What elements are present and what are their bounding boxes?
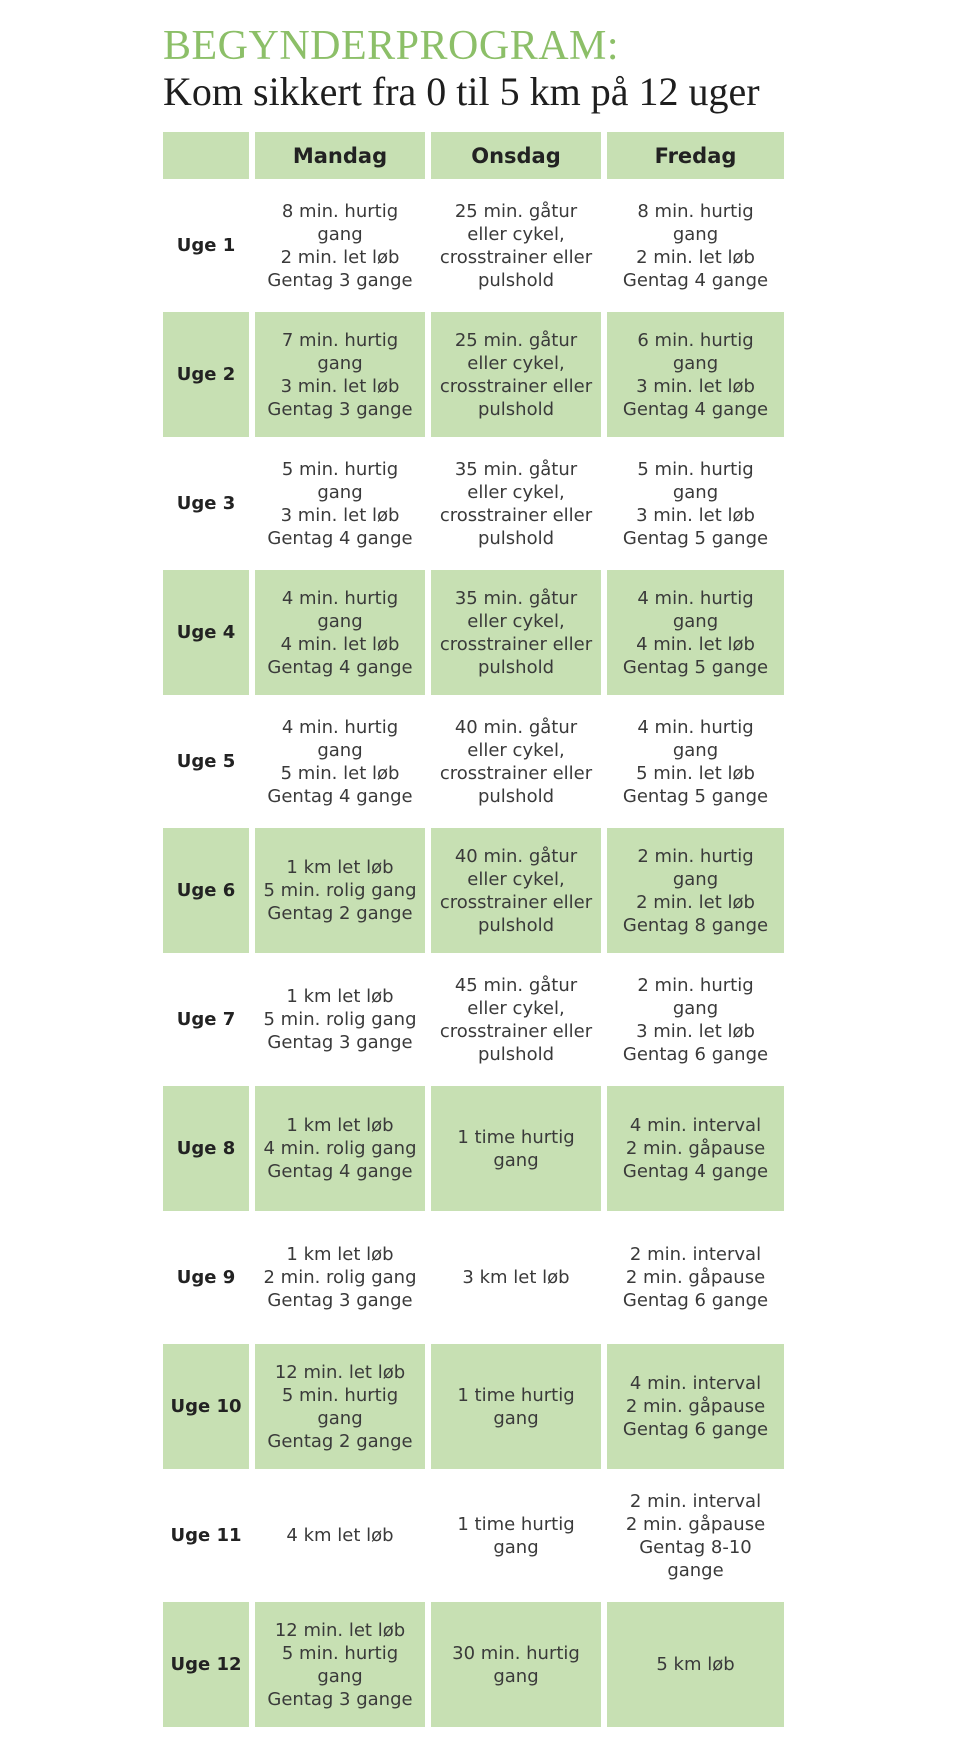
- week-4-fredag-cell: 4 min. hurtig gang 4 min. let løb Gentag 5 gange: [607, 570, 784, 695]
- week-label-10: Uge 10: [163, 1344, 249, 1469]
- week-11-fredag-cell: 2 min. interval 2 min. gåpause Gentag 8-10 gange: [625, 1490, 766, 1581]
- week-label-6: Uge 6: [163, 828, 249, 953]
- week-label-8: Uge 8: [163, 1086, 249, 1211]
- week-3-onsdag-cell: 35 min. gåtur eller cykel, crosstrainer eller pulshold: [439, 458, 593, 549]
- week-label-1: Uge 1: [176, 235, 236, 256]
- column-header-mandag: Mandag: [255, 132, 425, 179]
- week-6-fredag-cell: 2 min. hurtig gang 2 min. let løb Gentag 8 gange: [607, 828, 784, 953]
- week-10-fredag-cell: 4 min. interval 2 min. gåpause Gentag 6 gange: [607, 1344, 784, 1469]
- training-schedule-table: [163, 132, 790, 1727]
- week-7-mandag-cell: 1 km let løb 5 min. rolig gang Gentag 3 gange: [263, 986, 417, 1053]
- week-8-fredag-cell: 4 min. interval 2 min. gåpause Gentag 4 gange: [607, 1086, 784, 1211]
- page-subtitle: Kom sikkert fra 0 til 5 km på 12 uger: [163, 69, 760, 114]
- week-9-onsdag-cell: 3 km let løb: [462, 1267, 570, 1288]
- week-4-onsdag-cell: 35 min. gåtur eller cykel, crosstrainer eller pulshold: [431, 570, 601, 695]
- week-7-onsdag-cell: 45 min. gåtur eller cykel, crosstrainer eller pulshold: [439, 974, 593, 1065]
- week-1-fredag-cell: 8 min. hurtig gang 2 min. let løb Gentag 4 gange: [622, 200, 769, 291]
- week-label-4: Uge 4: [163, 570, 249, 695]
- week-8-onsdag-cell: 1 time hurtig gang: [431, 1086, 601, 1211]
- week-label-11: Uge 11: [170, 1525, 242, 1546]
- week-7-fredag-cell: 2 min. hurtig gang 3 min. let løb Gentag 6 gange: [622, 974, 769, 1065]
- page-title: BEGYNDERPROGRAM:: [163, 23, 620, 69]
- week-5-mandag-cell: 4 min. hurtig gang 5 min. let løb Gentag 4 gange: [267, 716, 413, 807]
- week-3-mandag-cell: 5 min. hurtig gang 3 min. let løb Gentag 4 gange: [267, 458, 413, 549]
- week-10-mandag-cell: 12 min. let løb 5 min. hurtig gang Gentag 2 gange: [255, 1344, 425, 1469]
- week-label-3: Uge 3: [176, 493, 236, 514]
- week-5-fredag-cell: 4 min. hurtig gang 5 min. let løb Gentag 5 gange: [622, 716, 769, 807]
- week-label-5: Uge 5: [176, 751, 236, 772]
- header-corner: [163, 132, 249, 179]
- week-9-mandag-cell: 1 km let løb 2 min. rolig gang Gentag 3 gange: [263, 1244, 417, 1311]
- week-6-onsdag-cell: 40 min. gåtur eller cykel, crosstrainer eller pulshold: [431, 828, 601, 953]
- week-label-9: Uge 9: [176, 1267, 236, 1288]
- column-header-fredag: Fredag: [607, 132, 784, 179]
- column-header-onsdag: Onsdag: [431, 132, 601, 179]
- week-label-2: Uge 2: [163, 312, 249, 437]
- week-5-onsdag-cell: 40 min. gåtur eller cykel, crosstrainer eller pulshold: [439, 716, 593, 807]
- week-label-12: Uge 12: [163, 1602, 249, 1727]
- week-2-fredag-cell: 6 min. hurtig gang 3 min. let løb Gentag 4 gange: [607, 312, 784, 437]
- week-1-mandag-cell: 8 min. hurtig gang 2 min. let løb Gentag 3 gange: [267, 200, 413, 291]
- week-4-mandag-cell: 4 min. hurtig gang 4 min. let løb Gentag 4 gange: [255, 570, 425, 695]
- week-12-fredag-cell: 5 km løb: [607, 1602, 784, 1727]
- week-2-mandag-cell: 7 min. hurtig gang 3 min. let løb Gentag 3 gange: [255, 312, 425, 437]
- week-8-mandag-cell: 1 km let løb 4 min. rolig gang Gentag 4 gange: [255, 1086, 425, 1211]
- week-1-onsdag-cell: 25 min. gåtur eller cykel, crosstrainer eller pulshold: [439, 200, 593, 291]
- week-11-mandag-cell: 4 km let løb: [286, 1525, 394, 1546]
- week-3-fredag-cell: 5 min. hurtig gang 3 min. let løb Gentag 5 gange: [622, 458, 769, 549]
- week-6-mandag-cell: 1 km let løb 5 min. rolig gang Gentag 2 gange: [255, 828, 425, 953]
- week-12-mandag-cell: 12 min. let løb 5 min. hurtig gang Gentag 3 gange: [255, 1602, 425, 1727]
- week-10-onsdag-cell: 1 time hurtig gang: [431, 1344, 601, 1469]
- week-2-onsdag-cell: 25 min. gåtur eller cykel, crosstrainer eller pulshold: [431, 312, 601, 437]
- week-11-onsdag-cell: 1 time hurtig gang: [457, 1513, 575, 1558]
- week-12-onsdag-cell: 30 min. hurtig gang: [431, 1602, 601, 1727]
- week-label-7: Uge 7: [176, 1009, 236, 1030]
- week-9-fredag-cell: 2 min. interval 2 min. gåpause Gentag 6 gange: [622, 1244, 769, 1311]
